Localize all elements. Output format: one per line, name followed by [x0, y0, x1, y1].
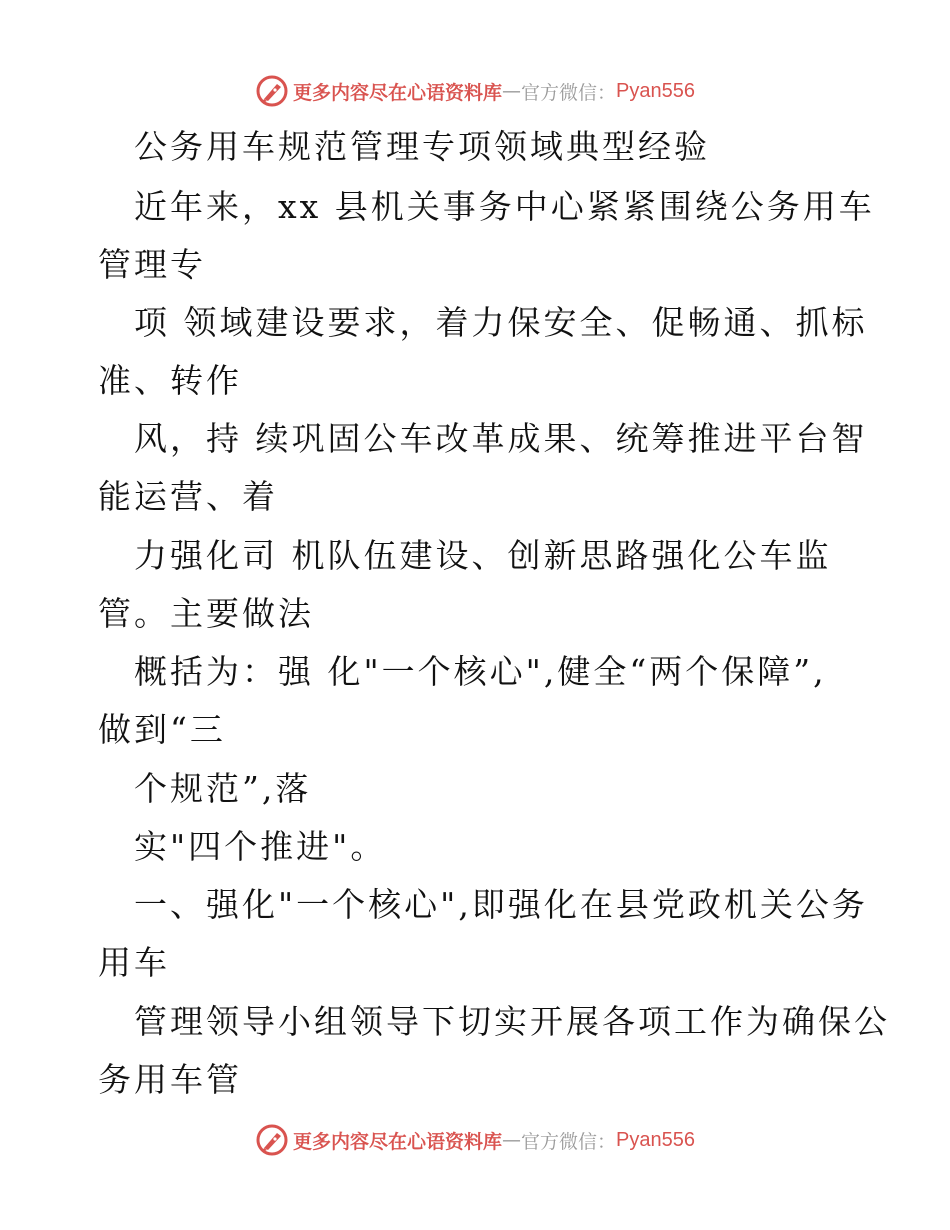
paragraph-line: 风，持 续巩固公车改革成果、统筹推进平台智	[134, 419, 868, 458]
paragraph-line: 实"四个推进"。	[134, 827, 387, 866]
paragraph-line: 力强化司 机队伍建设、创新思路强化公车监	[134, 536, 832, 575]
paragraph-line: 管理领导小组领导下切实开展各项工作为确保公	[134, 1002, 890, 1041]
paragraph-line: 近年来，xx 县机关事务中心紧紧围绕公务用车	[134, 187, 875, 226]
paragraph-line: 做到“三	[98, 710, 226, 749]
paragraph-line: 概括为：强 化"一个核心",健全“两个保障”,	[134, 652, 827, 691]
paragraph-line: 能运营、着	[98, 477, 278, 516]
pen-nib-logo-icon	[255, 74, 289, 108]
footer-watermark-banner	[0, 1120, 950, 1160]
watermark-separator: —	[502, 1129, 522, 1151]
document-title: 公务用车规范管理专项领域典型经验	[134, 127, 710, 166]
watermark-main-text: 更多内容尽在心语资料库	[293, 1130, 503, 1153]
watermark-text	[293, 78, 695, 105]
watermark-wechat-id: Pyan556	[616, 1128, 695, 1151]
watermark-wechat-id: Pyan556	[616, 79, 695, 102]
watermark-main-text: 更多内容尽在心语资料库	[293, 81, 503, 104]
paragraph-line: 管。主要做法	[98, 594, 314, 633]
watermark-sub-text: 官方微信：	[521, 1130, 617, 1153]
watermark-sub-text: 官方微信：	[521, 81, 617, 104]
paragraph-line: 个规范”,落	[134, 769, 312, 808]
paragraph-line: 项 领域建设要求，着力保安全、促畅通、抓标	[134, 303, 868, 342]
watermark-separator: —	[502, 80, 522, 102]
paragraph-line: 准、转作	[98, 361, 242, 400]
paragraph-line: 务用车管	[98, 1060, 242, 1099]
section-heading-line: 一、强化"一个核心",即强化在县党政机关公务	[134, 885, 868, 924]
pen-nib-logo-icon	[255, 1123, 289, 1157]
watermark-text	[293, 1127, 695, 1154]
header-watermark-banner	[0, 71, 950, 111]
paragraph-line: 管理专	[98, 245, 206, 284]
paragraph-line: 用车	[98, 943, 170, 982]
